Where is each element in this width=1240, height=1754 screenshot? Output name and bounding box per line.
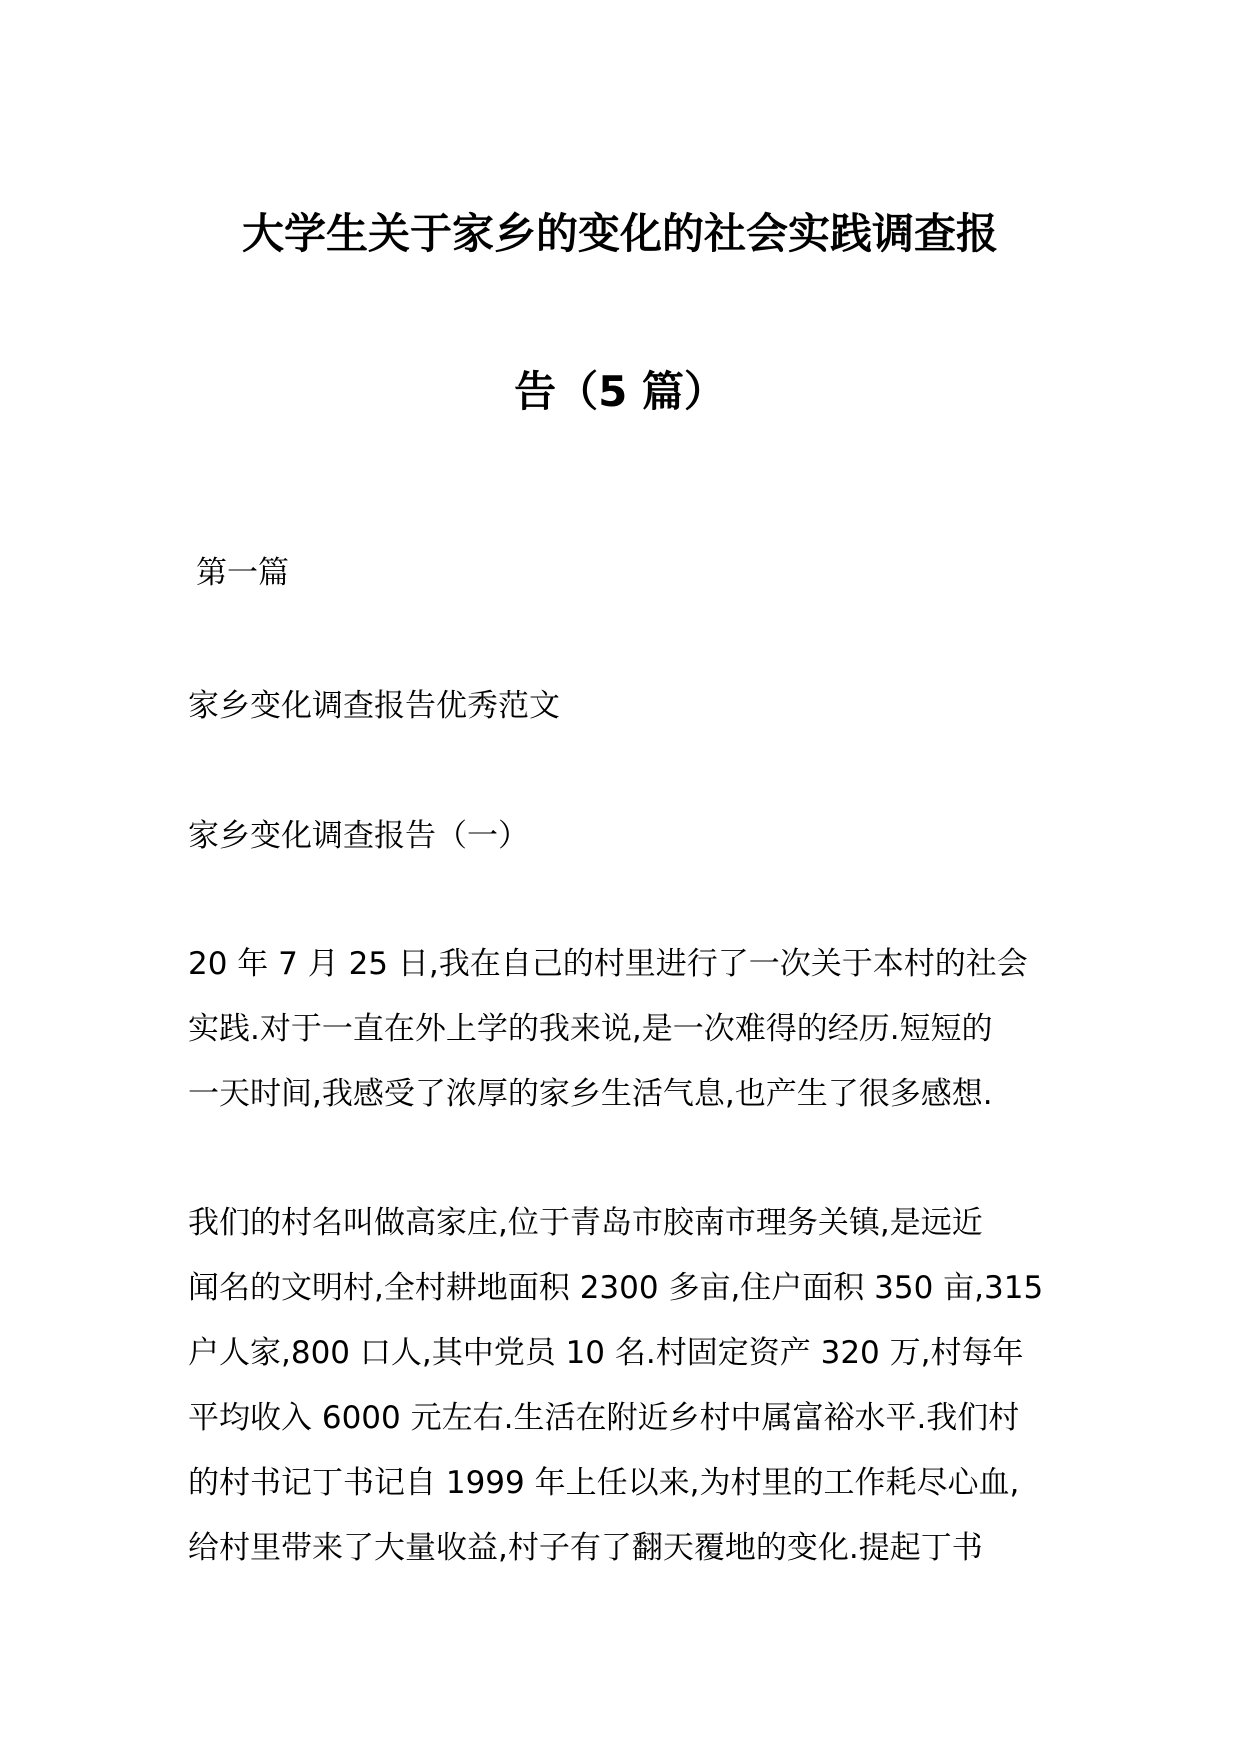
paragraph-1	[188, 932, 1058, 1127]
paragraph-1-line: 一天时间,我感受了浓厚的家乡生活气息,也产生了很多感想.	[188, 1076, 993, 1112]
paragraph-2-line: 我们的村名叫做高家庄,位于青岛市胶南市理务关镇,是远近	[188, 1205, 983, 1241]
subtitle-1: 家乡变化调查报告优秀范文	[188, 688, 560, 724]
paragraph-1-line: 20 年 7 月 25 日,我在自己的村里进行了一次关于本村的社会	[188, 946, 1028, 982]
paragraph-2-line: 的村书记丁书记自 1999 年上任以来,为村里的工作耗尽心血,	[188, 1465, 1020, 1501]
subtitle-2: 家乡变化调查报告（一）	[188, 818, 529, 854]
paragraph-1-line: 实践.对于一直在外上学的我来说,是一次难得的经历.短短的	[188, 1011, 993, 1047]
document-title-line-1: 大学生关于家乡的变化的社会实践调查报	[241, 209, 998, 258]
paragraph-2-line: 给村里带来了大量收益,村子有了翻天覆地的变化.提起丁书	[188, 1530, 983, 1566]
paragraph-2-line: 平均收入 6000 元左右.生活在附近乡村中属富裕水平.我们村	[188, 1400, 1020, 1436]
document-title-line-2: 告（5 篇）	[514, 367, 726, 416]
paragraph-2-line: 闻名的文明村,全村耕地面积 2300 多亩,住户面积 350 亩,315	[188, 1270, 1044, 1306]
section-label: 第一篇	[196, 555, 289, 591]
paragraph-2	[188, 1191, 1058, 1581]
paragraph-2-line: 户人家,800 口人,其中党员 10 名.村固定资产 320 万,村每年	[188, 1335, 1024, 1371]
